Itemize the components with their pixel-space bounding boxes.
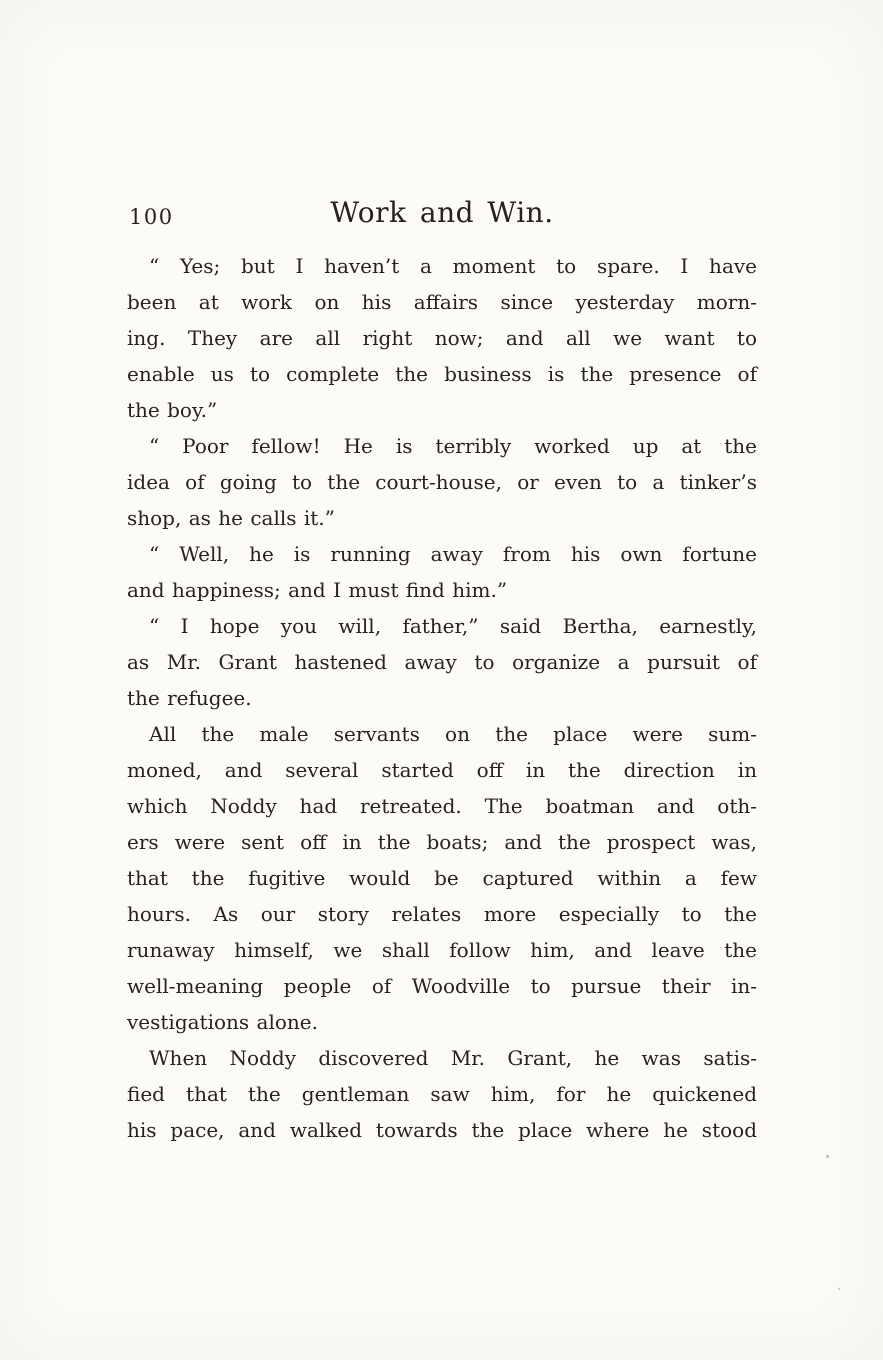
paragraph xyxy=(127,1040,757,1148)
text-line: as Mr. Grant hastened away to organize a pursuit of xyxy=(127,650,757,674)
page-content xyxy=(127,196,757,1148)
text-line: shop, as he calls it.” xyxy=(127,506,335,530)
text-line: “ I hope you will, father,” said Bertha, earnestly, xyxy=(149,614,757,638)
scan-speck xyxy=(838,1288,840,1290)
text-line: “ Well, he is running away from his own fortune xyxy=(149,542,757,566)
text-line: “ Poor fellow! He is terribly worked up at the xyxy=(149,434,757,458)
text-line: When Noddy discovered Mr. Grant, he was satis- xyxy=(149,1046,757,1070)
paragraph xyxy=(127,536,757,608)
paragraph xyxy=(127,248,757,428)
paragraph xyxy=(127,428,757,536)
text-line: moned, and several started off in the direction in xyxy=(127,758,757,782)
paragraph xyxy=(127,608,757,716)
text-line: fied that the gentleman saw him, for he quickened xyxy=(127,1082,757,1106)
paragraph xyxy=(127,716,757,1040)
text-line: well-meaning people of Woodville to pursue their in- xyxy=(127,974,757,998)
text-line: “ Yes; but I haven’t a moment to spare. I have xyxy=(149,254,757,278)
text-block xyxy=(127,248,757,1148)
text-line: and happiness; and I must find him.” xyxy=(127,578,508,602)
text-line: that the fugitive would be captured within a few xyxy=(127,866,757,890)
text-line: vestigations alone. xyxy=(127,1010,318,1034)
scan-speck xyxy=(826,1155,829,1158)
text-line: the boy.” xyxy=(127,398,218,422)
text-line: enable us to complete the business is the presence of xyxy=(127,362,757,386)
text-line: hours. As our story relates more especially to the xyxy=(127,902,757,926)
text-line: ing. They are all right now; and all we want to xyxy=(127,326,757,350)
text-line: which Noddy had retreated. The boatman and oth- xyxy=(127,794,757,818)
text-line: runaway himself, we shall follow him, and leave the xyxy=(127,938,757,962)
text-line: been at work on his affairs since yesterday morn- xyxy=(127,290,757,314)
text-line: idea of going to the court-house, or even to a tinker’s xyxy=(127,470,757,494)
page-number: 100 xyxy=(129,205,174,229)
running-title: Work and Win. xyxy=(330,196,554,229)
text-line: his pace, and walked towards the place where he stood xyxy=(127,1118,757,1142)
text-line: All the male servants on the place were sum- xyxy=(149,722,757,746)
page-header xyxy=(127,196,757,238)
text-line: the refugee. xyxy=(127,686,252,710)
text-line: ers were sent off in the boats; and the prospect was, xyxy=(127,830,757,854)
